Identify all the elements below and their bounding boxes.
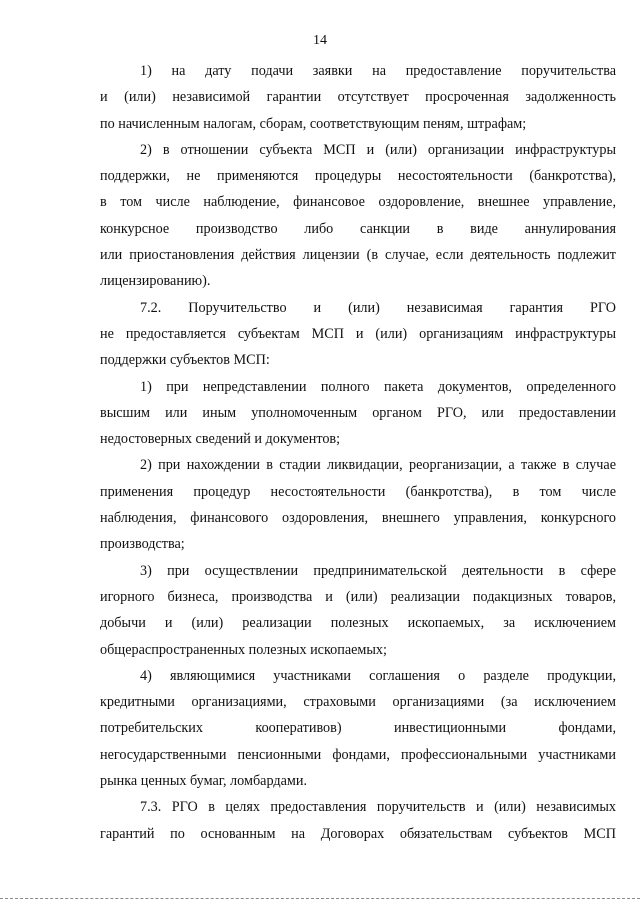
page-bottom-edge	[0, 898, 640, 899]
text-line: 1) на дату подачи заявки на предоставление поручительства	[140, 63, 616, 79]
text-line: рынка ценных бумаг, ломбардами.	[100, 773, 307, 790]
text-line: применения процедур несостоятельности (банкротства), в том числе	[100, 483, 616, 500]
text-line: 2) в отношении субъекта МСП и (или) организации инфраструктуры	[140, 141, 616, 158]
page-number: 14	[313, 33, 327, 48]
text-line: в том числе наблюдение, финансовое оздоровление, внешнее управление,	[100, 194, 616, 211]
paragraph-section-7-3	[100, 794, 616, 847]
paragraph-clause-2	[100, 137, 616, 295]
text-line: гарантий по основанным на Договорах обязательствам субъектов МСП	[100, 825, 616, 842]
text-line: поддержки субъектов МСП:	[100, 352, 270, 369]
text-line: 3) при осуществлении предпринимательской деятельности в сфере	[140, 562, 616, 579]
text-line: негосударственными пенсионными фондами, профессиональными участниками	[100, 746, 616, 763]
text-line: кредитными организациями, страховыми организациями (за исключением	[100, 694, 616, 711]
text-line: и (или) независимой гарантии отсутствует просроченная задолженность	[100, 89, 616, 106]
text-line: или приостановления действия лицензии (в случае, если деятельность подлежит	[100, 247, 616, 264]
text-line: поддержки, не применяются процедуры несостоятельности (банкротства),	[100, 168, 616, 185]
text-line: наблюдения, финансового оздоровления, внешнего управления, конкурсного	[100, 510, 616, 527]
text-line: по начисленным налогам, сборам, соответствующим пеням, штрафам;	[100, 115, 527, 132]
text-line: игорного бизнеса, производства и (или) реализации подакцизных товаров,	[100, 588, 616, 605]
text-line: не предоставляется субъектам МСП и (или) организациям инфраструктуры	[100, 325, 616, 342]
paragraph-7-2-item-4	[100, 663, 616, 794]
paragraph-clause-1	[100, 58, 616, 137]
text-line: недостоверных сведений и документов;	[100, 431, 341, 448]
text-line: 1) при непредставлении полного пакета документов, определенного	[140, 378, 616, 395]
text-line: потребительских кооперативов) инвестиционными фондами,	[100, 720, 616, 737]
document-body	[100, 58, 616, 847]
text-line: высшим или иным уполномоченным органом РГО, или предоставлении	[100, 404, 616, 421]
text-line: 7.2. Поручительство и (или) независимая гарантия РГО	[140, 299, 616, 316]
paragraph-section-7-2	[100, 295, 616, 374]
paragraph-7-2-item-1	[100, 374, 616, 453]
text-line: 7.3. РГО в целях предоставления поручительств и (или) независимых	[140, 799, 616, 816]
text-line: 4) являющимися участниками соглашения о разделе продукции,	[140, 667, 616, 684]
text-line: лицензированию).	[100, 273, 211, 290]
text-line: конкурсное производство либо санкции в виде аннулирования	[100, 220, 616, 237]
paragraph-7-2-item-2	[100, 452, 616, 557]
text-line: общераспространенных полезных ископаемых;	[100, 641, 387, 658]
paragraph-7-2-item-3	[100, 558, 616, 663]
text-line: 2) при нахождении в стадии ликвидации, реорганизации, а также в случае	[140, 457, 616, 474]
text-line: добычи и (или) реализации полезных ископаемых, за исключением	[100, 615, 616, 632]
text-line: производства;	[100, 536, 185, 553]
